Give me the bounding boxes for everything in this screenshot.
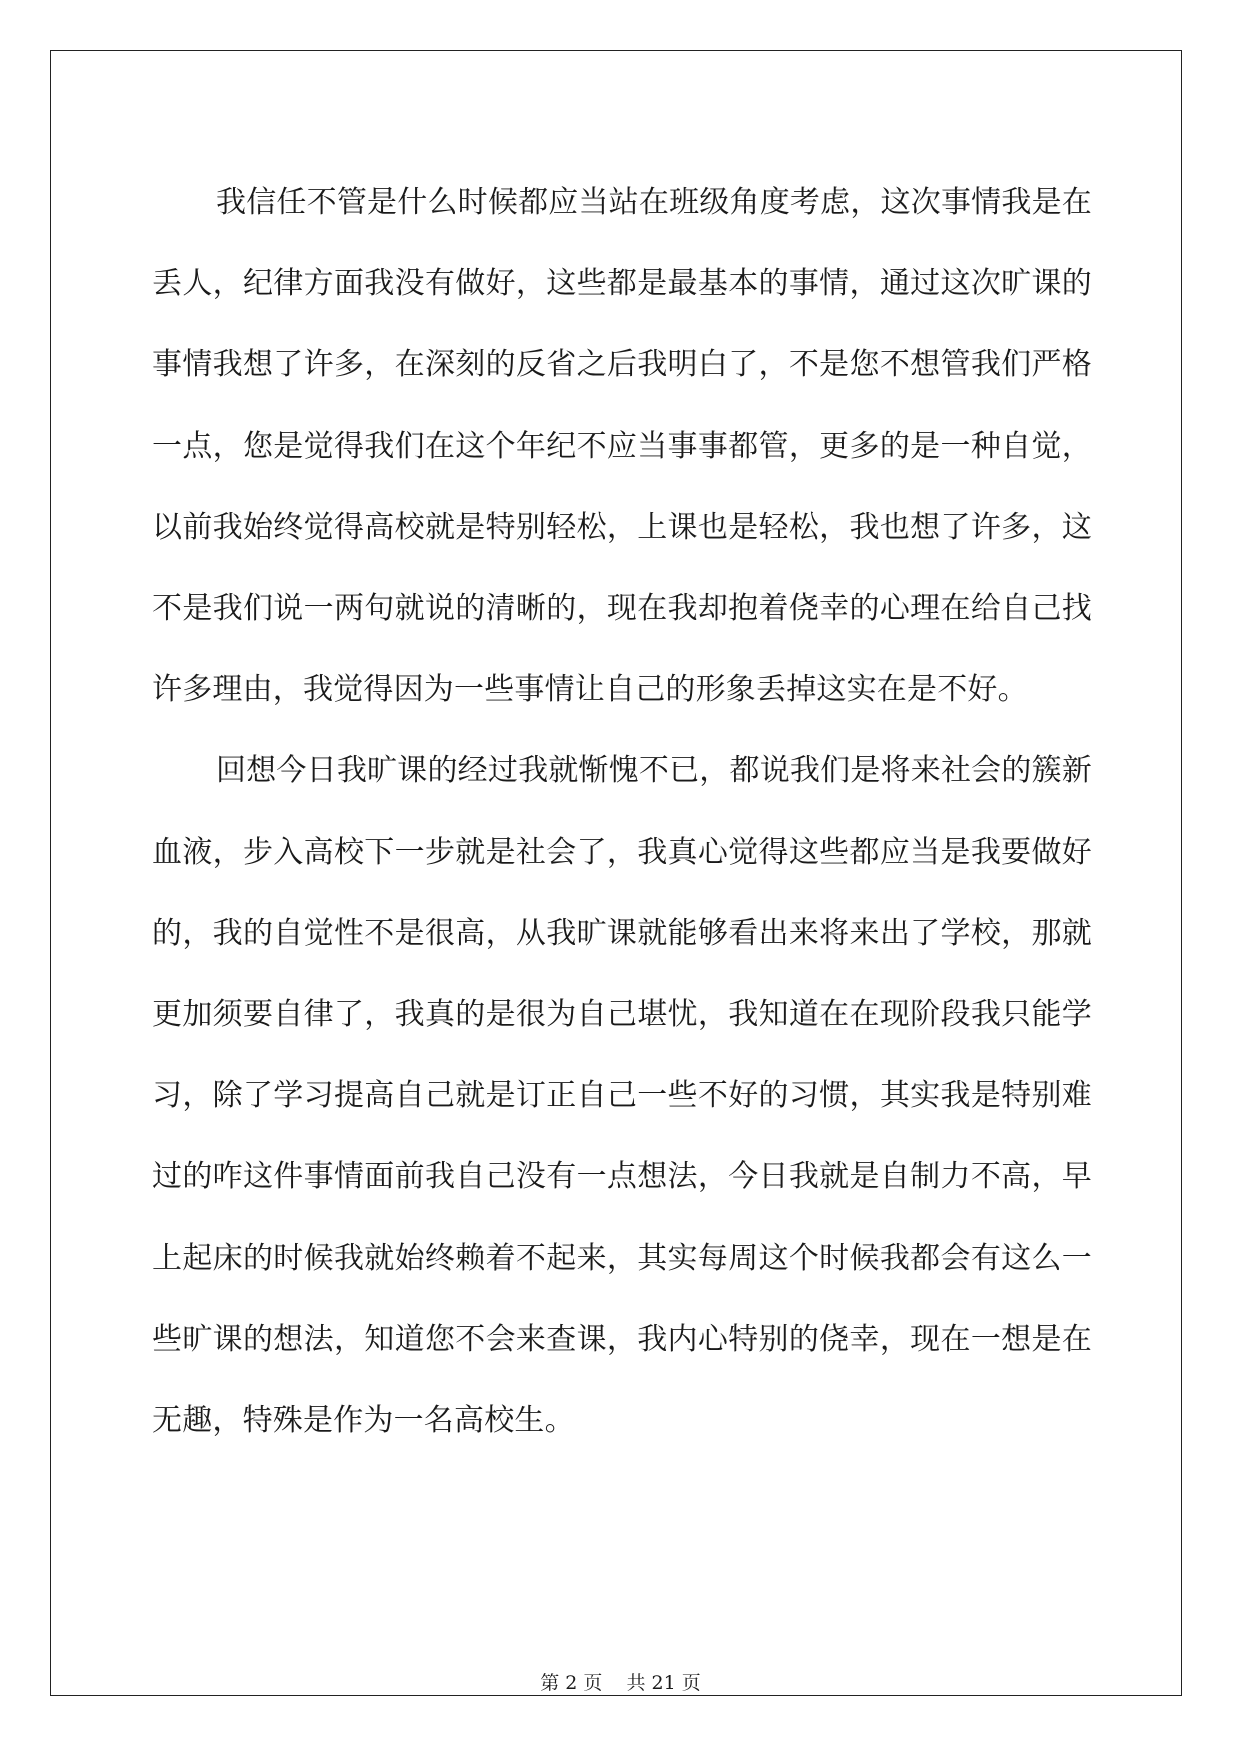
page-number: 第 2 页 <box>540 1672 603 1694</box>
paragraph-2: 回想今日我旷课的经过我就惭愧不已，都说我们是将来社会的簇新血液，步入高校下一步就是社会了，我真心觉得这些都应当是我要做好的，我的自觉性不是很高，从我旷课就能够看出来将来出了学校，那就更加须要自律了，我真的是很为自己堪忧，我知道在在现阶段我只能学习，除了学习提高自己就是订正自己一些不好的习惯，其实我是特别难过的咋这件事情面前我自己没有一点想法，今日我就是自制力不高，早上起床的时候我就始终赖着不起来，其实每周这个时候我都会有这么一些旷课的想法，知道您不会来查课，我内心特别的侥幸，现在一想是在无趣，特殊是作为一名高校生。 <box>152 753 1092 1439</box>
document-body <box>152 162 1092 1461</box>
page-total: 共 21 页 <box>626 1672 701 1694</box>
paragraph-1: 我信任不管是什么时候都应当站在班级角度考虑，这次事情我是在丢人，纪律方面我没有做好，这些都是最基本的事情，通过这次旷课的事情我想了许多，在深刻的反省之后我明白了，不是您不想管我们严格一点，您是觉得我们在这个年纪不应当事事都管，更多的是一种自觉，以前我始终觉得高校就是特别轻松，上课也是轻松，我也想了许多，这不是我们说一两句就说的清晰的，现在我却抱着侥幸的心理在给自己找许多理由，我觉得因为一些事情让自己的形象丢掉这实在是不好。 <box>152 185 1092 708</box>
page-footer <box>0 1668 1241 1695</box>
